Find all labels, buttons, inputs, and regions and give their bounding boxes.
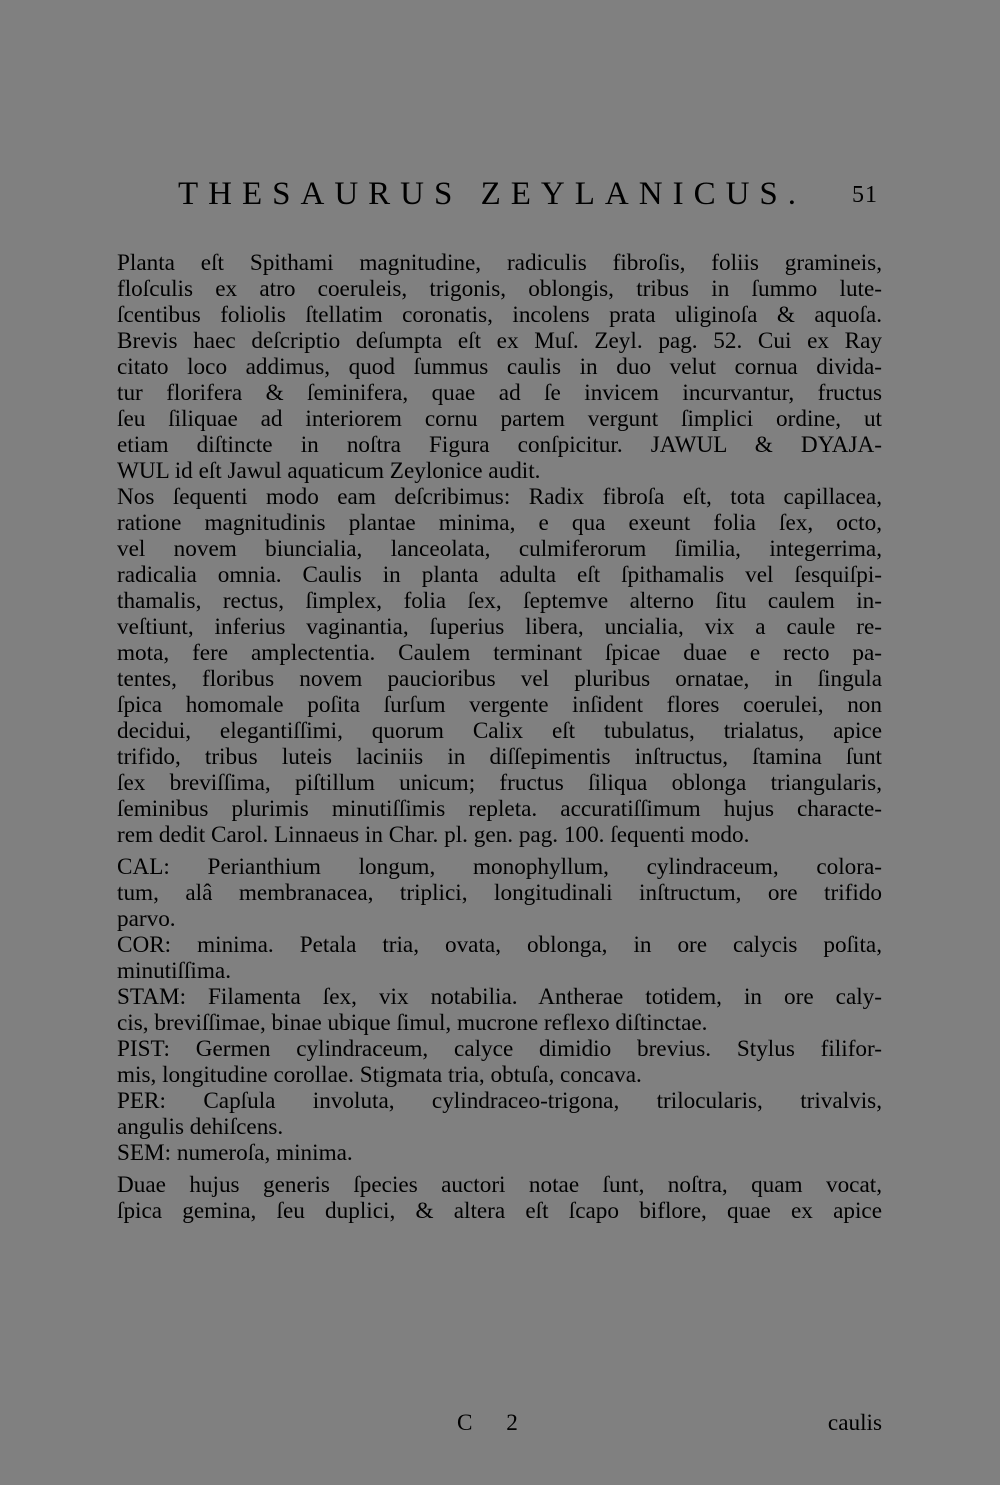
text-line: rem dedit Carol. Linnaeus in Char. pl. gen. pag. 100. ſequenti modo. [117,822,750,848]
text-line: ſex breviſſima, piſtillum unicum; fructus ſiliqua oblonga triangularis, [117,770,882,796]
text-line: floſculis ex atro coeruleis, trigonis, oblongis, tribus in ſummo lute- [117,276,882,302]
character-sem: SEM: numeroſa, minima. [117,1140,353,1166]
catchword: caulis [827,1410,882,1436]
text-line: citato loco addimus, quod ſummus caulis in duo velut cornua divida- [117,354,882,380]
text-line: WUL id eſt Jawul aquaticum Zeylonice audit. [117,458,541,484]
page-number: 51 [852,182,878,208]
text-line: tur florifera & ſeminifera, quae ad ſe invicem incurvantur, fructus [117,380,882,406]
text-line: minutiſſima. [117,958,232,984]
text-line: trifido, tribus luteis laciniis in diſſepimentis inſtructus, ſtamina ſunt [117,744,882,770]
text-line: Brevis haec deſcriptio deſumpta eſt ex Muſ. Zeyl. pag. 52. Cui ex Ray [117,328,882,354]
text-line: ſpica homomale poſita ſurſum vergente inſident flores coerulei, non [117,692,882,718]
running-title: THESAURUS ZEYLANICUS. [178,176,807,212]
text-line: Duae hujus generis ſpecies auctori notae ſunt, noſtra, quam vocat, [117,1172,882,1198]
text-line: ſeminibus plurimis minutiſſimis repleta. accuratiſſimum hujus characte- [117,796,882,822]
text-line: Nos ſequenti modo eam deſcribimus: Radix fibroſa eſt, tota capillacea, [117,484,882,510]
character-cor: COR: minima. Petala tria, ovata, oblonga, in ore calycis poſita, [117,932,882,958]
text-line: mis, longitudine corollae. Stigmata tria, obtuſa, concava. [117,1062,642,1088]
text-line: tentes, floribus novem paucioribus vel pluribus ornatae, in ſingula [117,666,882,692]
text-line: vel novem biuncialia, lanceolata, culmiferorum ſimilia, integerrima, [117,536,882,562]
text-line: thamalis, rectus, ſimplex, folia ſex, ſeptemve alterno ſitu caulem in- [117,588,882,614]
signature-mark: C 2 [457,1410,532,1436]
text-line: radicalia omnia. Caulis in planta adulta eſt ſpithamalis vel ſesquiſpi- [117,562,882,588]
text-line: etiam diſtincte in noſtra Figura conſpicitur. JAWUL & DYAJA- [117,432,882,458]
text-line: angulis dehiſcens. [117,1114,284,1140]
text-line: cis, breviſſimae, binae ubique ſimul, mucrone reflexo diſtinctae. [117,1010,708,1036]
page-footer [117,1410,882,1438]
text-line: veſtiunt, inferius vaginantia, ſuperius libera, uncialia, vix a caule re- [117,614,882,640]
text-line: tum, alâ membranacea, triplici, longitudinali inſtructum, ore trifido [117,880,882,906]
character-pist: PIST: Germen cylindraceum, calyce dimidio brevius. Stylus filifor- [117,1036,882,1062]
character-stam: STAM: Filamenta ſex, vix notabilia. Antherae totidem, in ore caly- [117,984,882,1010]
text-line: Planta eſt Spithami magnitudine, radiculis fibroſis, foliis gramineis, [117,250,882,276]
text-line: ſeu ſiliquae ad interiorem cornu partem vergunt ſimplici ordine, ut [117,406,882,432]
text-line: decidui, elegantiſſimi, quorum Calix eſt tubulatus, trialatus, apice [117,718,882,744]
body-text [117,250,882,1224]
character-per: PER: Capſula involuta, cylindraceo-trigona, trilocularis, trivalvis, [117,1088,882,1114]
text-line: mota, fere amplectentia. Caulem terminant ſpicae duae e recto pa- [117,640,882,666]
text-line: ratione magnitudinis plantae minima, e qua exeunt folia ſex, octo, [117,510,882,536]
character-cal: CAL: Perianthium longum, monophyllum, cylindraceum, colora- [117,854,882,880]
text-line: parvo. [117,906,176,932]
text-line: ſpica gemina, ſeu duplici, & altera eſt ſcapo biflore, quae ex apice [117,1198,882,1224]
text-line: ſcentibus foliolis ſtellatim coronatis, incolens prata uliginoſa & aquoſa. [117,302,882,328]
